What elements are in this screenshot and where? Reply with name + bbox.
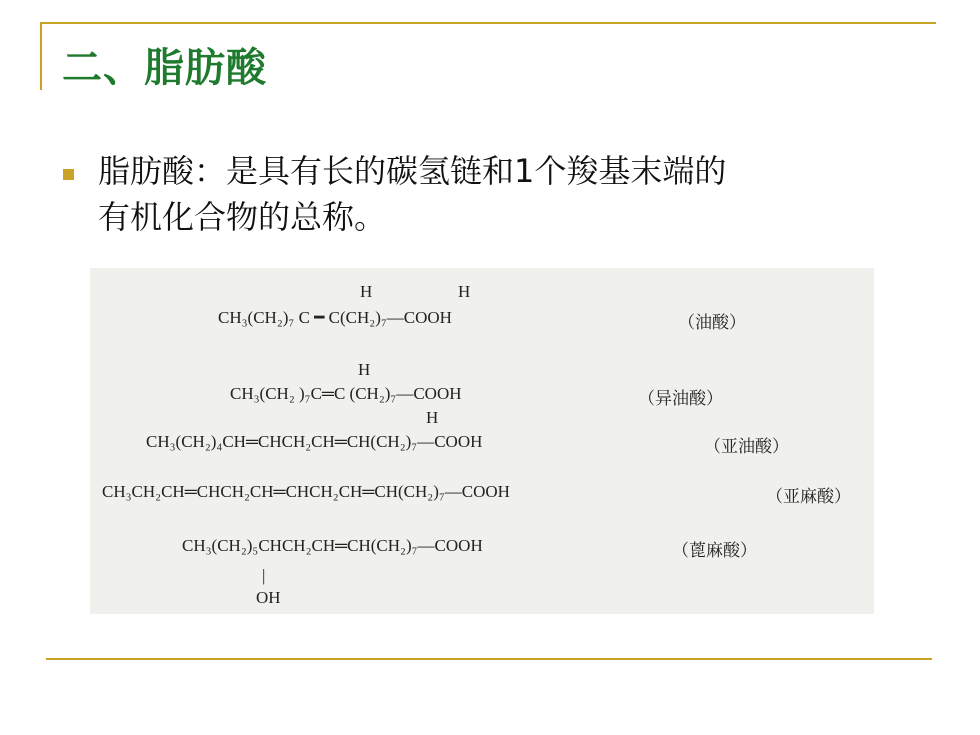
linolenic-name: （亚麻酸） <box>766 487 851 506</box>
ricinoleic-formula: CH₃(CH₂)₅CHCH₂CH═CH(CH₂)₇—COOH <box>182 536 483 555</box>
ricinoleic-name: （蓖麻酸） <box>672 541 757 560</box>
oleic-name: （油酸） <box>678 313 746 332</box>
bullet-line-1: 脂肪酸：是具有长的碳氢链和1个羧基末端的 <box>98 152 727 190</box>
oleic-h1: H <box>360 282 373 301</box>
elaidic-formula: CH₃(CH₂ )₇C═C (CH₂)₇—COOH <box>230 384 462 403</box>
bottom-rule <box>46 658 932 660</box>
bullet-line-2: 有机化合物的总称。 <box>98 198 387 236</box>
linolenic-formula: CH₃CH₂CH═CHCH₂CH═CHCH₂CH═CH(CH₂)₇—COOH <box>102 482 510 501</box>
elaidic-h-bottom: H <box>426 408 439 427</box>
oleic-formula: CH₃(CH₂)₇ C ━ C(CH₂)₇—COOH <box>218 308 452 327</box>
slide-title: 二、脂肪酸 <box>62 45 267 91</box>
bullet-marker <box>63 169 74 180</box>
formula-image <box>90 268 874 614</box>
linoleic-name: （亚油酸） <box>704 437 789 456</box>
top-rule <box>40 22 936 24</box>
bullet-text <box>98 148 918 240</box>
ricinoleic-oh: OH <box>256 588 281 607</box>
ricinoleic-bond: | <box>262 566 266 585</box>
elaidic-name: （异油酸） <box>638 389 723 408</box>
elaidic-h-top: H <box>358 360 371 379</box>
oleic-h2: H <box>458 282 471 301</box>
linoleic-formula: CH₃(CH₂)₄CH═CHCH₂CH═CH(CH₂)₇—COOH <box>146 432 483 451</box>
side-rule <box>40 22 42 90</box>
